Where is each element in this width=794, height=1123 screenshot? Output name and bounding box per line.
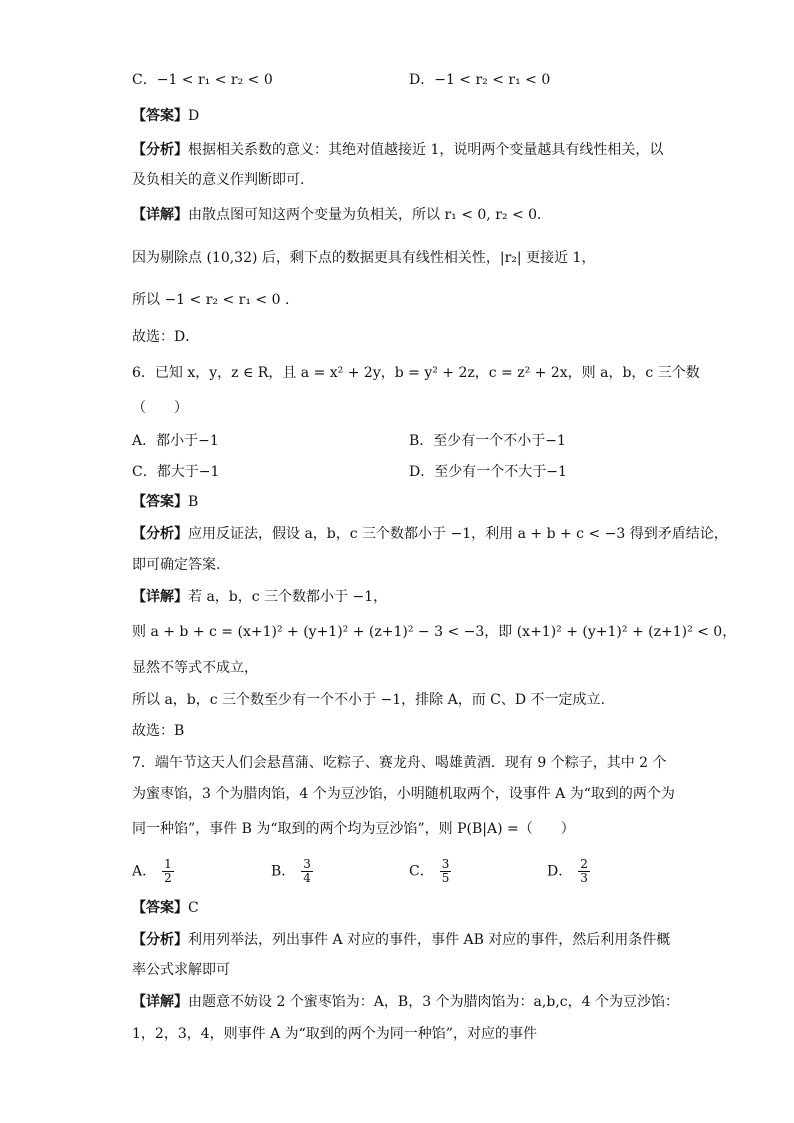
q7-answer	[132, 898, 199, 918]
analysis-text: 应用反证法，假设 a，b，c 三个数都小于 −1，利用 a + b + c < −3 得到矛盾结论，	[188, 526, 728, 542]
numerator: 3	[441, 857, 450, 871]
q7-analysis-line-1	[132, 930, 670, 950]
q5-detail-line-1	[132, 205, 551, 225]
fraction	[578, 858, 590, 885]
detail-text: 由散点图可知这两个变量为负相关，所以 r₁ < 0, r₂ < 0．	[188, 207, 552, 223]
q6-option-b: B．至少有一个不小于−1	[409, 433, 566, 449]
q7-detail-line-2: 1，2，3，4，则事件 A 为“取到的两个为同一种馅”，对应的事件	[132, 1026, 537, 1042]
answer-value: B	[188, 494, 199, 510]
denominator: 2	[164, 871, 172, 885]
q7-option-c	[409, 858, 451, 885]
denominator: 4	[303, 871, 311, 885]
q6-option-c: C．都大于−1	[132, 464, 220, 480]
q6-answer	[132, 492, 198, 512]
numerator: 2	[580, 857, 588, 871]
q7-stem-line-3: 同一种馅”，事件 B 为“取到的两个均为豆沙馅”，则 P(B|A) =（ ）	[132, 821, 575, 837]
q5-detail-line-4: 故选：D．	[132, 329, 200, 345]
q7-option-b	[271, 858, 313, 885]
q6-stem-line-2: （ ）	[132, 400, 188, 416]
q6-option-d: D．至少有一个不大于−1	[409, 464, 567, 480]
answer-tag: 【答案】	[132, 108, 188, 124]
analysis-tag: 【分析】	[132, 932, 188, 948]
detail-tag: 【详解】	[132, 207, 188, 223]
q5-detail-line-2: 因为剔除点 (10,32) 后，剩下点的数据更具有线性相关性，|r₂| 更接近 1，	[132, 250, 596, 266]
denominator: 3	[580, 871, 588, 885]
q5-analysis-line-2: 及负相关的意义作判断即可.	[132, 172, 305, 188]
option-label: D．	[547, 863, 573, 880]
fraction	[440, 858, 452, 885]
q5-answer	[132, 106, 199, 126]
option-label: B．	[271, 863, 296, 880]
q6-detail-line-4: 所以 a，b，c 三个数至少有一个不小于 −1，排除 A，而 C、D 不一定成立.	[132, 692, 605, 708]
q5-option-c: C．−1 < r₁ < r₂ < 0	[132, 72, 273, 88]
q7-stem-line-1: 7．端午节这天人们会悬菖蒲、吃粽子、赛龙舟、喝雄黄酒．现有 9 个粽子，其中 2 个	[132, 755, 667, 771]
analysis-tag: 【分析】	[132, 142, 188, 158]
answer-value: C	[188, 900, 199, 916]
detail-text: 由题意不妨设 2 个蜜枣馅为：A，B，3 个为腊肉馅为：a,b,c，4 个为豆沙馅：	[188, 994, 679, 1010]
q5-option-d: D．−1 < r₂ < r₁ < 0	[409, 72, 551, 88]
numerator: 1	[164, 857, 172, 871]
answer-tag: 【答案】	[132, 494, 188, 510]
option-label: A．	[132, 863, 157, 880]
detail-tag: 【详解】	[132, 589, 188, 605]
q7-analysis-line-2: 率公式求解即可	[132, 962, 230, 978]
q5-detail-line-3: 所以 −1 < r₂ < r₁ < 0 ．	[132, 292, 299, 308]
answer-tag: 【答案】	[132, 900, 188, 916]
q6-detail-line-5: 故选：B	[132, 723, 185, 739]
detail-text: 若 a，b，c 三个数都小于 −1，	[188, 589, 388, 605]
q6-detail-line-1	[132, 587, 387, 607]
q7-option-d	[547, 858, 590, 885]
q6-analysis-line-2: 即可确定答案.	[132, 557, 221, 573]
denominator: 5	[441, 871, 450, 885]
option-label: C．	[409, 863, 434, 880]
detail-tag: 【详解】	[132, 994, 188, 1010]
q6-detail-line-2: 则 a + b + c = (x+1)² + (y+1)² + (z+1)² − 3 < −3，即 (x+1)² + (y+1)² + (z+1)² < 0，	[132, 624, 737, 640]
fraction	[162, 858, 174, 885]
q6-option-a: A．都小于−1	[132, 433, 219, 449]
numerator: 3	[303, 857, 311, 871]
q5-analysis-line-1	[132, 140, 663, 160]
q7-detail-line-1	[132, 992, 679, 1012]
analysis-tag: 【分析】	[132, 526, 188, 542]
analysis-text: 利用列举法，列出事件 A 对应的事件，事件 AB 对应的事件，然后利用条件概	[188, 932, 671, 948]
q7-option-a	[132, 858, 174, 885]
fraction	[301, 858, 313, 885]
q6-stem-line-1: 6．已知 x，y，z ∈ R，且 a = x² + 2y，b = y² + 2z，c = z² + 2x，则 a，b，c 三个数	[132, 365, 700, 381]
answer-value: D	[188, 108, 200, 124]
analysis-text: 根据相关系数的意义：其绝对值越接近 1，说明两个变量越具有线性相关，以	[188, 142, 664, 158]
q6-detail-line-3: 显然不等式不成立，	[132, 660, 258, 676]
q6-analysis-line-1	[132, 524, 728, 544]
q7-stem-line-2: 为蜜枣馅，3 个为腊肉馅，4 个为豆沙馅，小明随机取两个，设事件 A 为“取到的两个为	[132, 786, 675, 802]
